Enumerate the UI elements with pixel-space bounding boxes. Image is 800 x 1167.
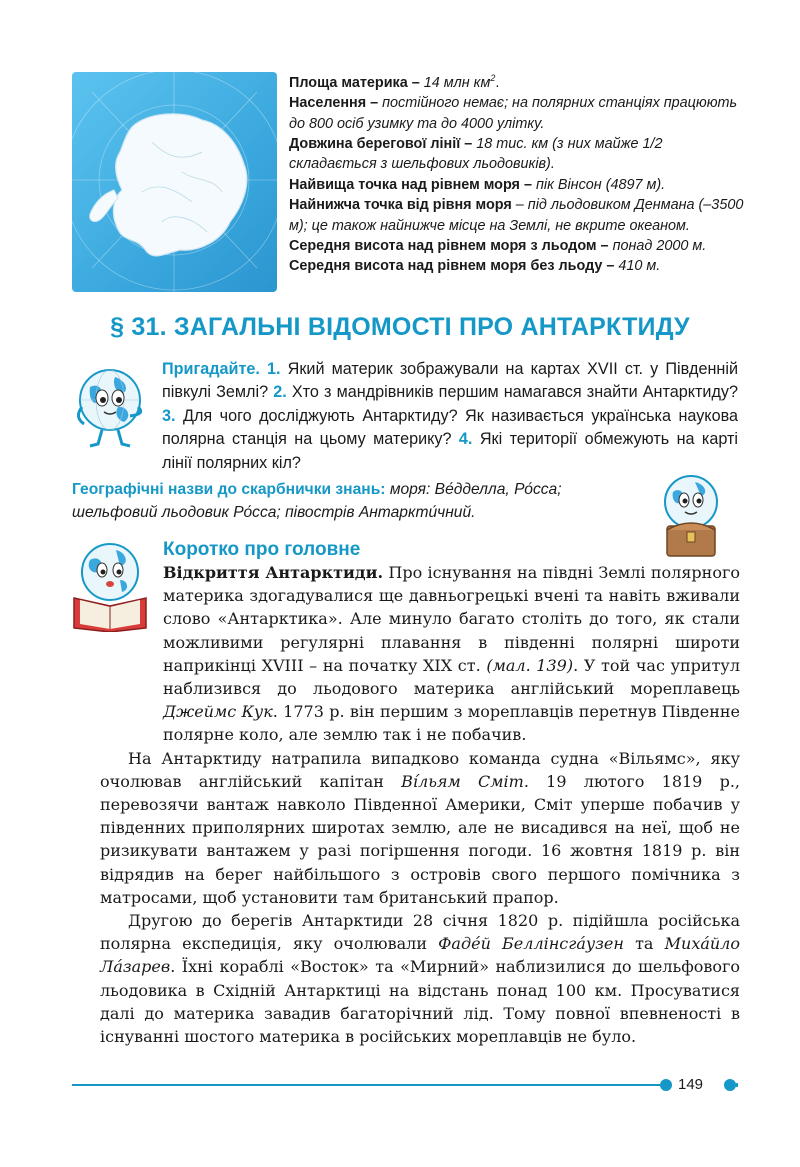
- footer-divider: [72, 1084, 660, 1086]
- recall-questions: Пригадайте. 1. Який материк зображували на картах XVII ст. у Південній півкулі Землі? 2. Хто з мандрівників першим намагався знайти Антарктиду? 3. Для чого досліджують Антарктиду? Як називається українська наукова полярна станція на цьому материку? 4. Які території обмежують на карті лінії полярних кіл?: [162, 360, 739, 472]
- antarctica-map: [72, 72, 277, 292]
- fact-avg-height-no-ice: Середня висота над рівнем моря без льоду – 410 м.: [289, 258, 661, 275]
- summary-heading: Коротко про головне: [163, 539, 361, 560]
- globe-mascot-thinking-icon: [70, 362, 150, 452]
- main-text: [100, 561, 740, 1048]
- fact-area: Площа материка – 14 млн $км^2$.: [289, 73, 500, 91]
- paragraph-smith: На Антарктиду натрапила випадково команда судна «Вільямс», яку очолював англійський капітан Ві́льям Сміт. 19 лютого 1819 р., перевозячи вантаж навколо Південної Америки, Сміт уперше побачив у південних приполярних широтах землю, але не висадився на неї, щоб не ризикувати вантажем у разі погіршення погоди. 16 жовтня 1819 р. він відрядив на берег найбільшого з островів свого першого помічника з матросами, щоб установити там британський прапор.: [100, 748, 741, 907]
- fact-highest-point: Найвища точка над рівнем моря – пік Вінсон (4897 м).: [289, 176, 666, 193]
- geo-names-box: Географічні назви до скарбнички знань: моря: Ве́дделла, Ро́сса; шельфовий льодовик Ро́сса; півострів Антаркти́чний.: [72, 481, 562, 521]
- globe-mascot-treasure-chest-icon: [655, 470, 727, 560]
- fact-lowest-point: Найнижча точка від рівня моря – під льодовиком Денмана (–3500 м); це також найнижче місце на Землі, не вкрите океаном.: [289, 197, 744, 234]
- antarctica-map-icon: [72, 72, 277, 292]
- continent-facts: [289, 68, 749, 277]
- fact-coastline: Довжина берегової лінії – 18 тис. км (з них майже 1/2 складається з шельфових льодовиків).: [289, 136, 663, 173]
- paragraph-discovery: Відкриття Антарктиди. Про існування на півдні Землі полярного материка здогадувалися ще давньогрецькі вчені та навіть вживали слово «Антарктика». Але минуло багато століть до того, як стали можливими регулярні плавання в південні полярні широти наприкінці XVIII – на початку XIX ст. (мал. 139). У той час упритул наблизився до льодового материка англійський мореплавець Джеймс Кук. 1773 р. він першим з мореплавців перетнув Південне полярне коло, але землю так і не побачив.: [163, 563, 740, 745]
- page-title: § 31. ЗАГАЛЬНІ ВІДОМОСТІ ПРО АНТАРКТИДУ: [110, 313, 690, 341]
- page-number: 149: [678, 1076, 704, 1093]
- fact-population: Населення – постійного немає; на полярних станціях працюють до 800 осіб узимку та до 4000 улітку.: [289, 95, 738, 132]
- paragraph-russian-expedition: Другою до берегів Антарктиди 28 січня 1820 р. підійшла російська полярна експедиція, яку очолювали Фаде́й Беллінсга́узен та Миха́йло Ла́зарев. Їхні кораблі «Восток» та «Мирний» наблизилися до шельфового льодовика в Східній Антарктиці на відстань понад 100 км. Просуватися далі до материка завадив багаторічний лід. Тому повної впевненості в існуванні шостого материка в російських мореплавців не було.: [100, 911, 740, 1047]
- fact-avg-height-ice: Середня висота над рівнем моря з льодом – понад 2000 м.: [289, 238, 707, 255]
